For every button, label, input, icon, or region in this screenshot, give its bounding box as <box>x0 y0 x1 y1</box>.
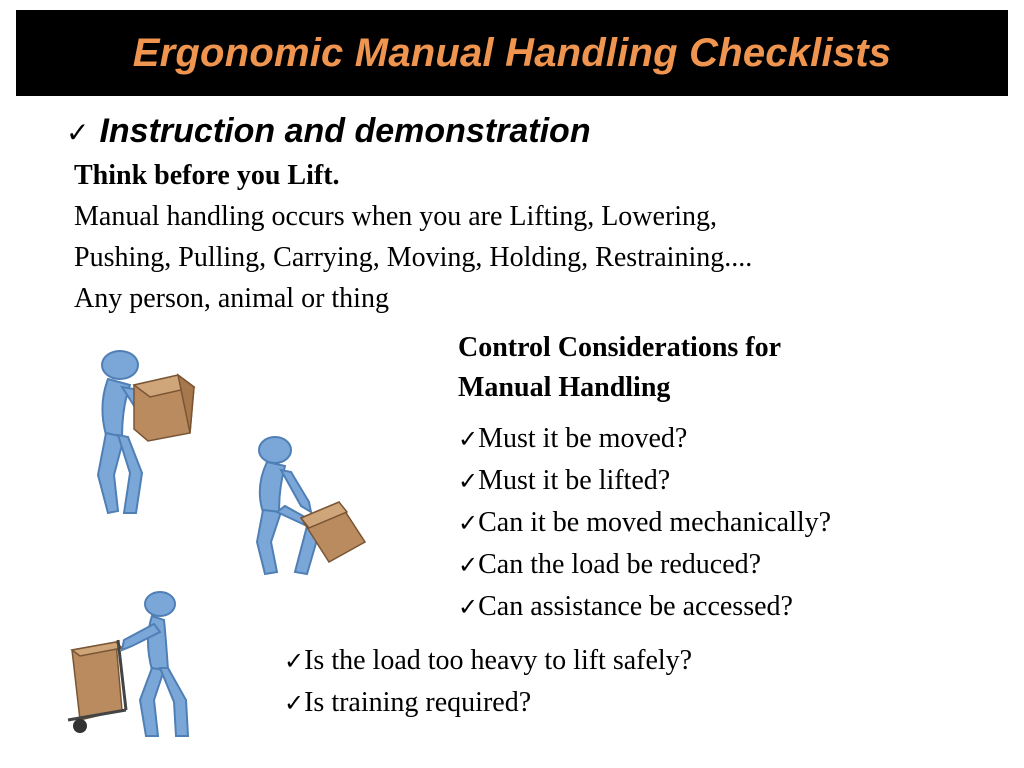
control-heading <box>458 328 781 408</box>
control-heading-line1: Control Considerations for <box>458 332 782 363</box>
title-bar <box>16 10 1008 96</box>
person-lifting-box-illustration <box>78 345 208 520</box>
list-item: ✓Must it be lifted? <box>458 465 671 496</box>
list-item: ✓Can the load be reduced? <box>458 549 762 580</box>
check-icon: ✓ <box>284 647 305 675</box>
intro-line-1: Manual handling occurs when you are Lifting, Lowering, <box>74 201 718 232</box>
control-heading-line2: Manual Handling <box>458 372 671 403</box>
subheading-text: Instruction and demonstration <box>99 112 591 150</box>
check-icon: ✓ <box>458 593 479 621</box>
check-icon: ✓ <box>458 425 479 453</box>
check-icon: ✓ <box>458 509 479 537</box>
check-icon: ✓ <box>458 551 479 579</box>
intro-line-3: Any person, animal or thing <box>74 283 389 314</box>
list-item: ✓Is training required? <box>284 687 532 718</box>
check-icon: ✓ <box>66 116 90 149</box>
intro-bold-line: Think before you Lift. <box>74 160 340 191</box>
bottom-checklist <box>284 640 692 724</box>
list-item: ✓Must it be moved? <box>458 423 688 454</box>
intro-line-2: Pushing, Pulling, Carrying, Moving, Holding, Restraining.... <box>74 242 753 273</box>
list-item: ✓Can it be moved mechanically? <box>458 507 832 538</box>
slide-title: Ergonomic Manual Handling Checklists <box>132 30 892 75</box>
subheading <box>66 112 591 151</box>
person-squatting-box-illustration <box>245 432 370 582</box>
check-icon: ✓ <box>458 467 479 495</box>
person-pushing-trolley-illustration <box>60 590 200 740</box>
control-checklist <box>458 418 831 628</box>
list-item: ✓Can assistance be accessed? <box>458 591 793 622</box>
list-item: ✓Is the load too heavy to lift safely? <box>284 645 693 676</box>
check-icon: ✓ <box>284 689 305 717</box>
